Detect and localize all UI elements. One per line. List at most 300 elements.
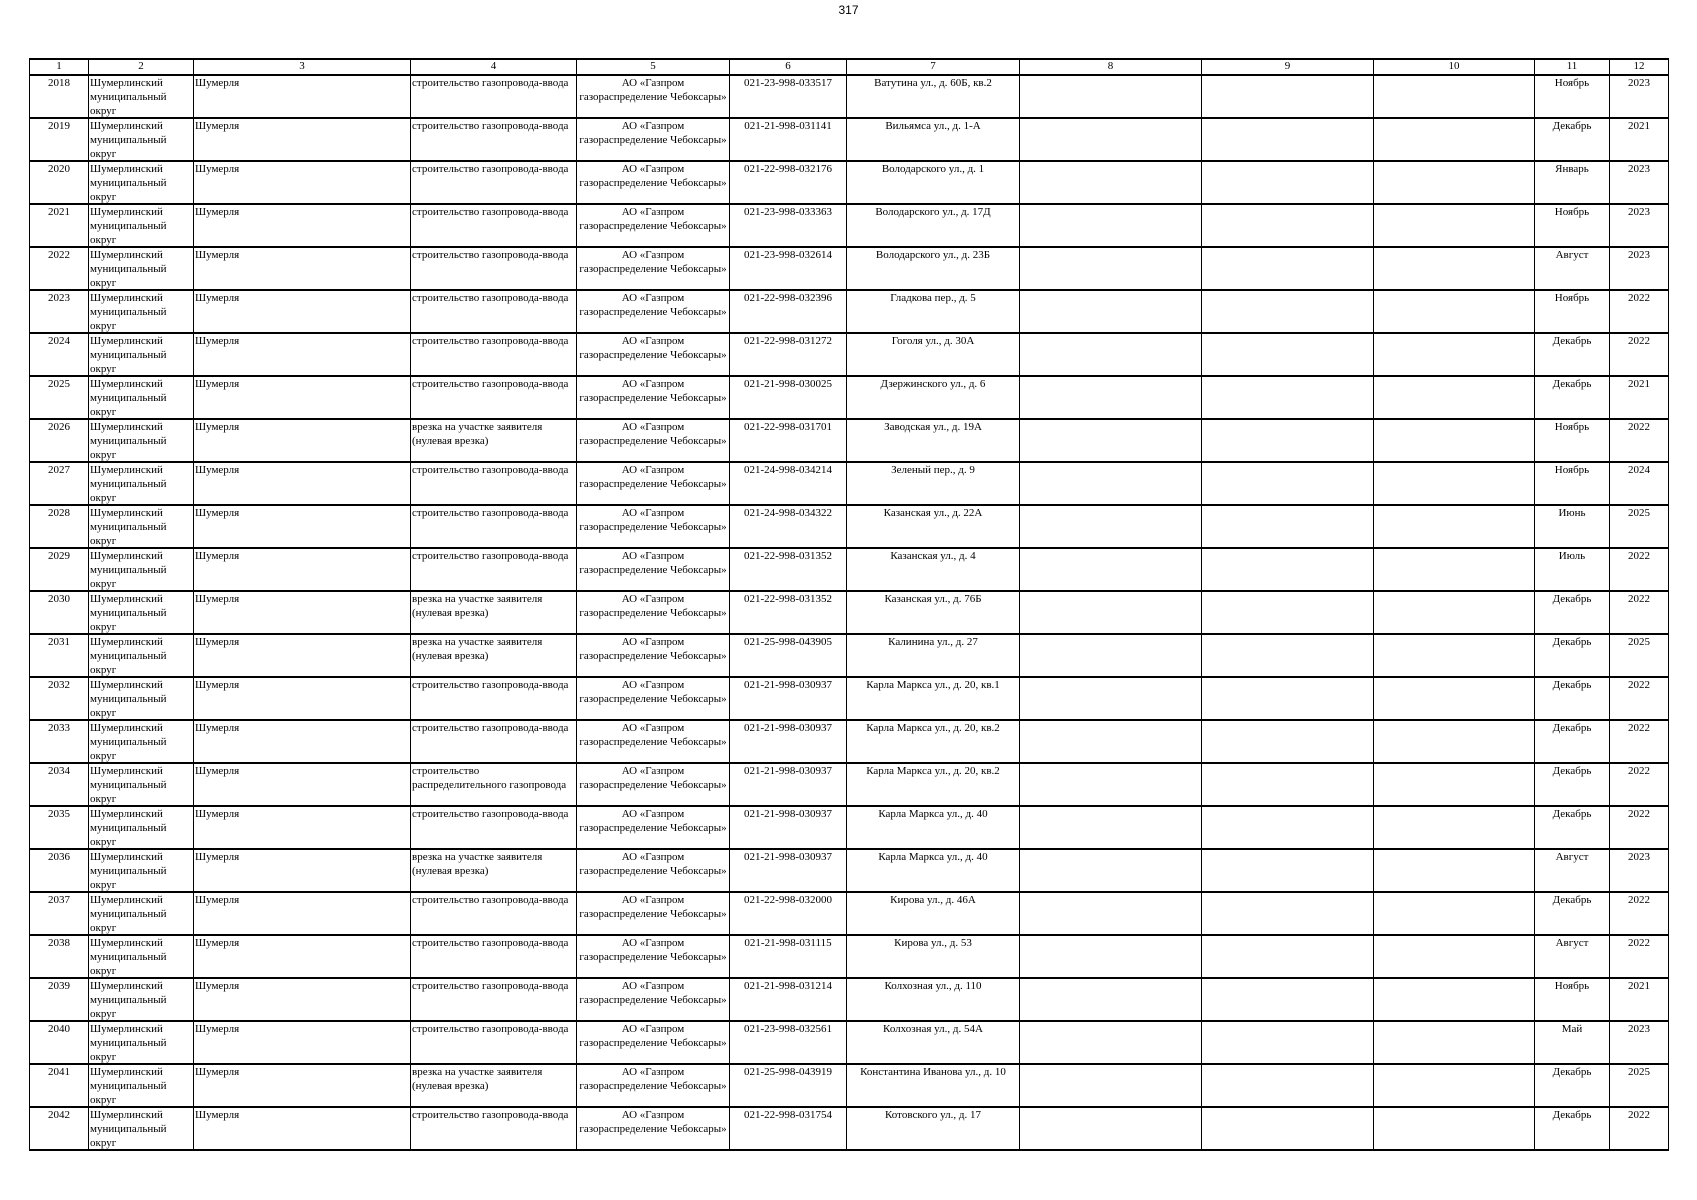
request-code-cell-text: 021-21-998-030937 [744, 765, 832, 777]
month-cell-text: Июль [1558, 550, 1586, 562]
address-cell [847, 1107, 1020, 1150]
column-8-cell-text [1021, 76, 1200, 117]
column-10-cell [1374, 763, 1535, 806]
column-10-cell-text [1375, 1065, 1533, 1106]
request-code-cell [730, 720, 847, 763]
district-cell [89, 763, 194, 806]
settlement-cell-text: Шумерля [195, 163, 240, 175]
settlement-cell [194, 677, 411, 720]
district-cell [89, 333, 194, 376]
month-cell-text: Декабрь [1552, 1066, 1592, 1078]
column-8-cell [1020, 333, 1202, 376]
month-cell-text: Декабрь [1552, 722, 1592, 734]
column-10-cell-text [1375, 506, 1533, 547]
column-9-cell [1202, 204, 1374, 247]
column-10-cell-text [1375, 377, 1533, 418]
request-code-cell-text: 021-21-998-030937 [744, 851, 832, 863]
work-type-cell-text: врезка на участке заявителя (нулевая врезка) [412, 636, 543, 662]
row-number-cell-text: 2018 [48, 77, 70, 89]
work-type-cell [411, 849, 577, 892]
row-number-cell [30, 677, 89, 720]
column-8-cell [1020, 1021, 1202, 1064]
column-9-cell-text [1203, 1108, 1372, 1149]
row-number-cell-text: 2042 [48, 1109, 70, 1121]
row-number-cell-text: 2033 [48, 722, 70, 734]
month-cell-text: Ноябрь [1554, 464, 1590, 476]
settlement-cell-text: Шумерля [195, 421, 240, 433]
work-type-cell-text: строительство газопровода-ввода [412, 77, 569, 89]
address-cell-text: Карла Маркса ул., д. 20, кв.1 [866, 679, 1000, 691]
address-cell [847, 548, 1020, 591]
work-type-cell-text: строительство газопровода-ввода [412, 163, 569, 175]
table-row [30, 75, 1669, 118]
organization-cell [577, 849, 730, 892]
table-row [30, 892, 1669, 935]
organization-cell-text: АО «Газпром газораспределение Чебоксары» [579, 77, 727, 103]
column-8-cell [1020, 1064, 1202, 1107]
table-row [30, 720, 1669, 763]
month-cell [1535, 505, 1610, 548]
column-10-cell-text [1375, 1108, 1533, 1149]
column-10-cell [1374, 419, 1535, 462]
district-cell [89, 462, 194, 505]
row-number-cell-text: 2031 [48, 636, 70, 648]
column-10-cell [1374, 290, 1535, 333]
settlement-cell-text: Шумерля [195, 550, 240, 562]
district-cell-text: Шумерлинский муниципальный округ [90, 593, 167, 633]
organization-cell [577, 75, 730, 118]
organization-cell-text: АО «Газпром газораспределение Чебоксары» [579, 980, 727, 1006]
year-cell-text: 2022 [1628, 722, 1650, 734]
column-9-cell [1202, 849, 1374, 892]
column-8-cell-text [1021, 1065, 1200, 1106]
column-9-cell [1202, 333, 1374, 376]
work-type-cell [411, 505, 577, 548]
column-9-cell [1202, 290, 1374, 333]
column-10-cell [1374, 849, 1535, 892]
work-type-cell-text: врезка на участке заявителя (нулевая врезка) [412, 593, 543, 619]
column-9-cell-text [1203, 377, 1372, 418]
request-code-cell [730, 1107, 847, 1150]
row-number-cell-text: 2037 [48, 894, 70, 906]
month-cell-text: Июнь [1558, 507, 1586, 519]
work-type-cell-text: строительство газопровода-ввода [412, 550, 569, 562]
column-9-cell [1202, 892, 1374, 935]
row-number-cell [30, 462, 89, 505]
row-number-cell [30, 118, 89, 161]
column-10-cell-text [1375, 936, 1533, 977]
row-number-cell-text: 2019 [48, 120, 70, 132]
row-number-cell-text: 2035 [48, 808, 70, 820]
col-header-1: 1 [30, 59, 89, 75]
row-number-cell-text: 2025 [48, 378, 70, 390]
settlement-cell [194, 247, 411, 290]
work-type-cell [411, 462, 577, 505]
organization-cell [577, 118, 730, 161]
column-8-cell-text [1021, 1108, 1200, 1149]
year-cell [1610, 118, 1669, 161]
column-8-cell [1020, 806, 1202, 849]
col-header-12: 12 [1610, 59, 1669, 75]
request-code-cell [730, 204, 847, 247]
column-8-cell-text [1021, 377, 1200, 418]
address-cell [847, 1064, 1020, 1107]
column-9-cell [1202, 161, 1374, 204]
request-code-cell [730, 849, 847, 892]
row-number-cell [30, 892, 89, 935]
column-8-cell [1020, 462, 1202, 505]
month-cell [1535, 978, 1610, 1021]
column-10-cell [1374, 806, 1535, 849]
year-cell [1610, 204, 1669, 247]
month-cell [1535, 849, 1610, 892]
address-cell [847, 1021, 1020, 1064]
organization-cell [577, 591, 730, 634]
address-cell [847, 376, 1020, 419]
request-code-cell [730, 247, 847, 290]
year-cell [1610, 548, 1669, 591]
month-cell-text: Ноябрь [1554, 206, 1590, 218]
column-8-cell-text [1021, 162, 1200, 203]
address-cell [847, 978, 1020, 1021]
column-9-cell [1202, 376, 1374, 419]
year-cell-text: 2022 [1628, 765, 1650, 777]
settlement-cell-text: Шумерля [195, 851, 240, 863]
settlement-cell-text: Шумерля [195, 1109, 240, 1121]
year-cell-text: 2022 [1628, 808, 1650, 820]
column-9-cell [1202, 548, 1374, 591]
settlement-cell [194, 118, 411, 161]
year-cell [1610, 333, 1669, 376]
work-type-cell-text: строительство газопровода-ввода [412, 292, 569, 304]
request-code-cell-text: 021-25-998-043905 [744, 636, 832, 648]
row-number-cell [30, 548, 89, 591]
year-cell-text: 2021 [1628, 378, 1650, 390]
year-cell [1610, 290, 1669, 333]
column-9-cell-text [1203, 162, 1372, 203]
month-cell-text: Ноябрь [1554, 77, 1590, 89]
year-cell-text: 2023 [1628, 77, 1650, 89]
year-cell [1610, 720, 1669, 763]
settlement-cell [194, 376, 411, 419]
address-cell [847, 204, 1020, 247]
column-10-cell-text [1375, 678, 1533, 719]
settlement-cell [194, 419, 411, 462]
column-8-cell [1020, 763, 1202, 806]
column-9-cell [1202, 75, 1374, 118]
organization-cell-text: АО «Газпром газораспределение Чебоксары» [579, 1023, 727, 1049]
column-8-cell [1020, 290, 1202, 333]
organization-cell [577, 419, 730, 462]
column-9-cell [1202, 247, 1374, 290]
header-row [30, 59, 1669, 75]
year-cell [1610, 161, 1669, 204]
column-9-cell [1202, 806, 1374, 849]
month-cell-text: Декабрь [1552, 765, 1592, 777]
request-code-cell [730, 462, 847, 505]
district-cell-text: Шумерлинский муниципальный округ [90, 937, 167, 977]
column-9-cell [1202, 419, 1374, 462]
address-cell [847, 591, 1020, 634]
address-cell-text: Заводская ул., д. 19А [884, 421, 982, 433]
settlement-cell-text: Шумерля [195, 937, 240, 949]
column-9-cell-text [1203, 979, 1372, 1020]
column-10-cell-text [1375, 592, 1533, 633]
work-type-cell-text: строительство газопровода-ввода [412, 378, 569, 390]
settlement-cell-text: Шумерля [195, 120, 240, 132]
column-9-cell [1202, 505, 1374, 548]
row-number-cell [30, 1064, 89, 1107]
request-code-cell [730, 978, 847, 1021]
district-cell [89, 505, 194, 548]
work-type-cell [411, 806, 577, 849]
organization-cell-text: АО «Газпром газораспределение Чебоксары» [579, 464, 727, 490]
year-cell [1610, 935, 1669, 978]
year-cell-text: 2022 [1628, 421, 1650, 433]
column-8-cell-text [1021, 334, 1200, 375]
work-type-cell-text: строительство газопровода-ввода [412, 894, 569, 906]
column-10-cell [1374, 1064, 1535, 1107]
col-header-2: 2 [89, 59, 194, 75]
year-cell [1610, 763, 1669, 806]
district-cell [89, 161, 194, 204]
settlement-cell-text: Шумерля [195, 292, 240, 304]
district-cell-text: Шумерлинский муниципальный округ [90, 980, 167, 1020]
column-10-cell-text [1375, 807, 1533, 848]
table-body [30, 75, 1669, 1150]
district-cell [89, 591, 194, 634]
address-cell-text: Колхозная ул., д. 54А [883, 1023, 983, 1035]
row-number-cell [30, 505, 89, 548]
district-cell-text: Шумерлинский муниципальный округ [90, 249, 167, 289]
work-type-cell-text: строительство газопровода-ввода [412, 1109, 569, 1121]
column-9-cell-text [1203, 764, 1372, 805]
organization-cell-text: АО «Газпром газораспределение Чебоксары» [579, 1066, 727, 1092]
year-cell [1610, 247, 1669, 290]
column-10-cell-text [1375, 119, 1533, 160]
table-row [30, 161, 1669, 204]
settlement-cell [194, 1107, 411, 1150]
month-cell [1535, 247, 1610, 290]
year-cell [1610, 505, 1669, 548]
month-cell [1535, 548, 1610, 591]
column-10-cell-text [1375, 764, 1533, 805]
request-code-cell [730, 376, 847, 419]
work-type-cell [411, 333, 577, 376]
month-cell-text: Декабрь [1552, 120, 1592, 132]
column-8-cell [1020, 204, 1202, 247]
table-row [30, 1107, 1669, 1150]
request-code-cell-text: 021-24-998-034322 [744, 507, 832, 519]
request-code-cell [730, 75, 847, 118]
column-10-cell-text [1375, 850, 1533, 891]
organization-cell-text: АО «Газпром газораспределение Чебоксары» [579, 163, 727, 189]
district-cell-text: Шумерлинский муниципальный округ [90, 765, 167, 805]
table-row [30, 505, 1669, 548]
row-number-cell-text: 2039 [48, 980, 70, 992]
column-9-cell-text [1203, 248, 1372, 289]
year-cell-text: 2021 [1628, 980, 1650, 992]
organization-cell [577, 462, 730, 505]
address-cell-text: Кирова ул., д. 46А [890, 894, 976, 906]
year-cell-text: 2023 [1628, 851, 1650, 863]
organization-cell-text: АО «Газпром газораспределение Чебоксары» [579, 636, 727, 662]
year-cell-text: 2022 [1628, 550, 1650, 562]
column-8-cell [1020, 247, 1202, 290]
district-cell [89, 548, 194, 591]
column-9-cell-text [1203, 205, 1372, 246]
month-cell [1535, 419, 1610, 462]
row-number-cell [30, 1107, 89, 1150]
month-cell-text: Ноябрь [1554, 292, 1590, 304]
column-10-cell-text [1375, 721, 1533, 762]
row-number-cell [30, 419, 89, 462]
column-10-cell [1374, 892, 1535, 935]
column-9-cell [1202, 1107, 1374, 1150]
district-cell [89, 849, 194, 892]
district-cell-text: Шумерлинский муниципальный округ [90, 1066, 167, 1106]
column-9-cell-text [1203, 1065, 1372, 1106]
address-cell-text: Кирова ул., д. 53 [894, 937, 972, 949]
column-10-cell-text [1375, 1022, 1533, 1063]
settlement-cell [194, 1064, 411, 1107]
organization-cell [577, 247, 730, 290]
column-9-cell-text [1203, 506, 1372, 547]
settlement-cell-text: Шумерля [195, 249, 240, 261]
district-cell [89, 1021, 194, 1064]
month-cell-text: Декабрь [1552, 636, 1592, 648]
page-number: 317 [838, 3, 859, 17]
organization-cell-text: АО «Газпром газораспределение Чебоксары» [579, 765, 727, 791]
column-9-cell [1202, 935, 1374, 978]
work-type-cell-text: строительство газопровода-ввода [412, 679, 569, 691]
settlement-cell-text: Шумерля [195, 507, 240, 519]
year-cell-text: 2022 [1628, 335, 1650, 347]
address-cell-text: Дзержинского ул., д. 6 [880, 378, 986, 390]
district-cell-text: Шумерлинский муниципальный округ [90, 1109, 167, 1149]
request-code-cell-text: 021-23-998-033517 [744, 77, 832, 89]
settlement-cell [194, 849, 411, 892]
request-code-cell-text: 021-23-998-033363 [744, 206, 832, 218]
month-cell-text: Август [1555, 851, 1589, 863]
row-number-cell [30, 75, 89, 118]
column-8-cell-text [1021, 119, 1200, 160]
work-type-cell [411, 247, 577, 290]
col-header-4: 4 [411, 59, 577, 75]
address-cell-text: Гоголя ул., д. 30А [891, 335, 975, 347]
column-10-cell [1374, 247, 1535, 290]
work-type-cell-text: строительство газопровода-ввода [412, 507, 569, 519]
settlement-cell [194, 591, 411, 634]
work-type-cell [411, 204, 577, 247]
organization-cell [577, 634, 730, 677]
district-cell-text: Шумерлинский муниципальный округ [90, 550, 167, 590]
address-cell-text: Володарского ул., д. 17Д [875, 206, 991, 218]
column-9-cell-text [1203, 893, 1372, 934]
column-10-cell [1374, 204, 1535, 247]
table-row [30, 462, 1669, 505]
column-8-cell [1020, 419, 1202, 462]
district-cell-text: Шумерлинский муниципальный округ [90, 722, 167, 762]
request-code-cell-text: 021-21-998-030937 [744, 679, 832, 691]
row-number-cell-text: 2029 [48, 550, 70, 562]
request-code-cell [730, 677, 847, 720]
row-number-cell [30, 806, 89, 849]
column-10-cell [1374, 333, 1535, 376]
column-8-cell [1020, 505, 1202, 548]
column-9-cell-text [1203, 549, 1372, 590]
address-cell-text: Казанская ул., д. 76Б [884, 593, 982, 605]
row-number-cell [30, 247, 89, 290]
settlement-cell [194, 333, 411, 376]
column-10-cell [1374, 462, 1535, 505]
row-number-cell [30, 978, 89, 1021]
work-type-cell-text: врезка на участке заявителя (нулевая врезка) [412, 1066, 543, 1092]
address-cell-text: Зеленый пер., д. 9 [891, 464, 975, 476]
column-9-cell-text [1203, 119, 1372, 160]
column-10-cell [1374, 591, 1535, 634]
year-cell [1610, 376, 1669, 419]
table-row [30, 1021, 1669, 1064]
request-code-cell-text: 021-22-998-031352 [744, 593, 832, 605]
column-8-cell-text [1021, 764, 1200, 805]
district-cell-text: Шумерлинский муниципальный округ [90, 292, 167, 332]
column-8-cell [1020, 118, 1202, 161]
work-type-cell [411, 935, 577, 978]
work-type-cell [411, 720, 577, 763]
month-cell-text: Август [1555, 937, 1589, 949]
column-10-cell-text [1375, 463, 1533, 504]
col-header-9: 9 [1202, 59, 1374, 75]
request-code-cell-text: 021-21-998-030025 [744, 378, 832, 390]
district-cell-text: Шумерлинский муниципальный округ [90, 120, 167, 160]
work-type-cell-text: строительство газопровода-ввода [412, 808, 569, 820]
row-number-cell-text: 2022 [48, 249, 70, 261]
table-row [30, 1064, 1669, 1107]
organization-cell-text: АО «Газпром газораспределение Чебоксары» [579, 292, 727, 318]
column-9-cell [1202, 462, 1374, 505]
column-8-cell-text [1021, 979, 1200, 1020]
work-type-cell [411, 419, 577, 462]
month-cell-text: Декабрь [1552, 335, 1592, 347]
request-code-cell-text: 021-21-998-030937 [744, 722, 832, 734]
table-row [30, 806, 1669, 849]
col-header-8: 8 [1020, 59, 1202, 75]
month-cell-text: Январь [1555, 163, 1589, 175]
settlement-cell-text: Шумерля [195, 335, 240, 347]
settlement-cell [194, 505, 411, 548]
settlement-cell [194, 290, 411, 333]
column-10-cell-text [1375, 420, 1533, 461]
column-8-cell [1020, 591, 1202, 634]
column-10-cell-text [1375, 893, 1533, 934]
settlement-cell-text: Шумерля [195, 808, 240, 820]
organization-cell-text: АО «Газпром газораспределение Чебоксары» [579, 335, 727, 361]
year-cell [1610, 978, 1669, 1021]
month-cell-text: Декабрь [1552, 1109, 1592, 1121]
column-10-cell [1374, 1021, 1535, 1064]
year-cell-text: 2022 [1628, 292, 1650, 304]
month-cell [1535, 161, 1610, 204]
year-cell [1610, 849, 1669, 892]
work-type-cell [411, 892, 577, 935]
column-9-cell-text [1203, 420, 1372, 461]
month-cell-text: Ноябрь [1554, 421, 1590, 433]
settlement-cell-text: Шумерля [195, 679, 240, 691]
year-cell-text: 2025 [1628, 636, 1650, 648]
column-8-cell-text [1021, 549, 1200, 590]
month-cell [1535, 333, 1610, 376]
